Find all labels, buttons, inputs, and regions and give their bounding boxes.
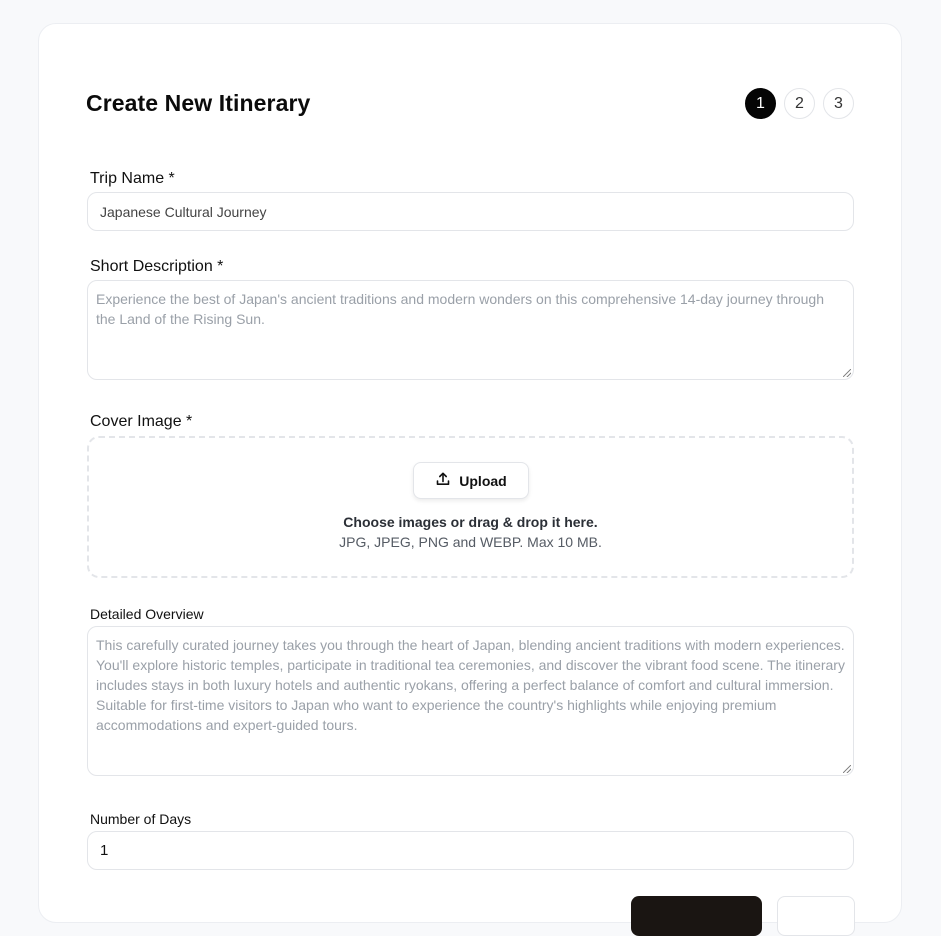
short-description-label: Short Description * bbox=[90, 258, 224, 275]
trip-name-label: Trip Name * bbox=[90, 170, 175, 187]
cover-image-dropzone[interactable] bbox=[87, 436, 854, 578]
cancel-button[interactable] bbox=[777, 896, 855, 936]
step-2[interactable]: 2 bbox=[784, 88, 815, 119]
next-button[interactable] bbox=[631, 896, 762, 936]
dropzone-formats: JPG, JPEG, PNG and WEBP. Max 10 MB. bbox=[339, 534, 602, 550]
short-description-textarea[interactable] bbox=[87, 280, 854, 380]
itinerary-form-card bbox=[38, 23, 902, 923]
short-description-placeholder: Experience the best of Japan's ancient traditions and modern wonders on this comprehensive 14-day journey through the Land of the Rising Sun. bbox=[96, 291, 824, 327]
detailed-overview-textarea[interactable] bbox=[87, 626, 854, 776]
trip-name-input[interactable]: Japanese Cultural Journey bbox=[87, 192, 854, 231]
number-of-days-label: Number of Days bbox=[90, 811, 192, 827]
upload-button[interactable] bbox=[413, 462, 529, 499]
dropzone-instruction: Choose images or drag & drop it here. bbox=[343, 514, 598, 530]
cover-image-label: Cover Image * bbox=[90, 413, 193, 430]
step-3[interactable]: 3 bbox=[823, 88, 854, 119]
number-of-days-input[interactable]: 1 bbox=[87, 831, 854, 870]
resize-handle-icon[interactable] bbox=[843, 765, 851, 773]
upload-button-label: Upload bbox=[459, 472, 507, 489]
page-title: Create New Itinerary bbox=[86, 90, 311, 116]
step-1[interactable]: 1 bbox=[745, 88, 776, 119]
detailed-overview-label: Detailed Overview bbox=[90, 606, 204, 622]
detailed-overview-placeholder: This carefully curated journey takes you through the heart of Japan, blending ancient traditions with modern experiences. You'll explore historic temples, participate in traditional tea ceremonies, and discover the vibrant food scene. The itinerary includes stays in both luxury hotels and authentic ryokans, offering a perfect balance of comfort and cultural immersion. Suitable for first-time visitors to Japan who want to experience the country's highlights while enjoying premium accommodations and expert-guided tours. bbox=[96, 637, 845, 733]
step-indicator bbox=[745, 88, 854, 119]
resize-handle-icon[interactable] bbox=[843, 369, 851, 377]
upload-icon bbox=[435, 471, 451, 490]
